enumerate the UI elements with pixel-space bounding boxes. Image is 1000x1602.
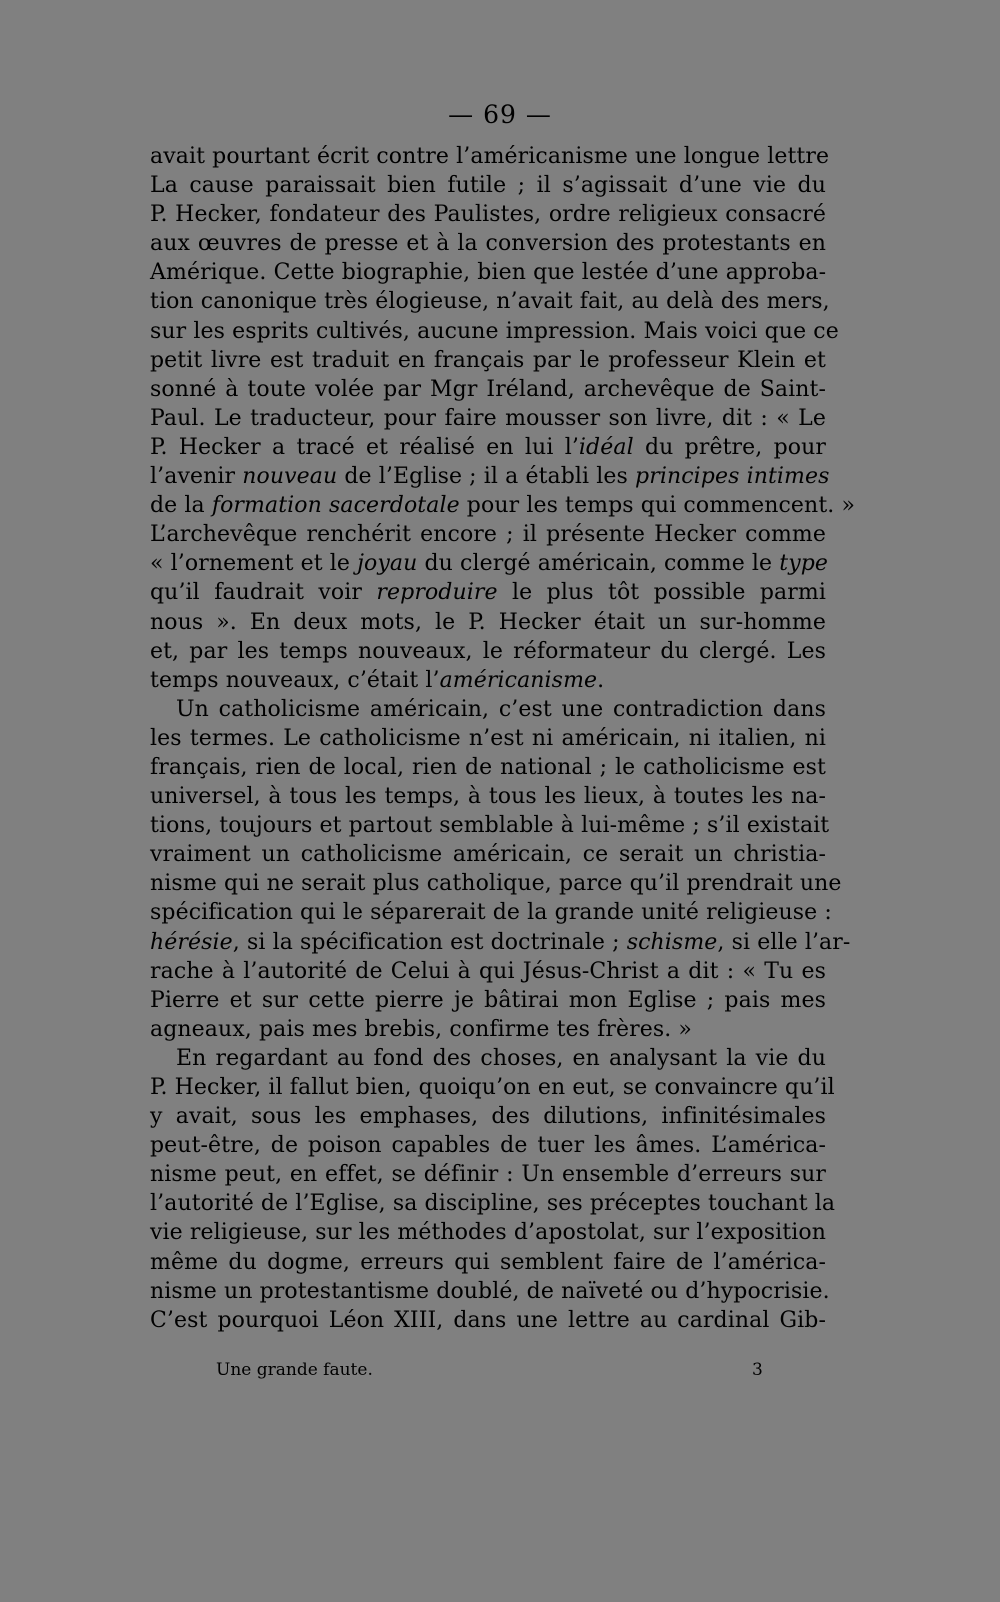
text-line: Amérique. Cette biographie, bien que lestée d’une approba-	[150, 260, 827, 286]
text-line: agneaux, pais mes brebis, confirme tes frères. »	[150, 1016, 692, 1042]
footer-sheet-number: 3	[752, 1360, 763, 1380]
text-line: vraiment un catholicisme américain, ce serait un christia-	[150, 842, 826, 868]
text-line: nisme un protestantisme doublé, de naïveté ou d’hypocrisie.	[150, 1278, 830, 1304]
text-line: universel, à tous les temps, à tous les lieux, à toutes les na-	[150, 784, 826, 810]
text-line: Pierre et sur cette pierre je bâtirai mon Eglise ; pais mes	[150, 987, 826, 1013]
text-line: Paul. Le traducteur, pour faire mousser son livre, dit : « Le	[150, 405, 826, 431]
text-line: P. Hecker, il fallut bien, quoiqu’on en eut, se convaincre qu’il	[150, 1075, 835, 1100]
text-line: rache à l’autorité de Celui à qui Jésus-Christ a dit : « Tu es	[150, 958, 826, 984]
text-line: C’est pourquoi Léon XIII, dans une lettre au cardinal Gib-	[150, 1307, 826, 1333]
text-line: La cause paraissait bien futile ; il s’agissait d’une vie du	[150, 173, 826, 199]
text-line: L’archevêque renchérit encore ; il présente Hecker comme	[150, 522, 826, 548]
text-line: nisme qui ne serait plus catholique, parce qu’il prendrait une	[150, 871, 842, 897]
text-line: hérésie, si la spécification est doctrinale ; schisme, si elle l’ar-	[150, 929, 851, 955]
text-line: français, rien de local, rien de national ; le catholicisme est	[150, 754, 826, 780]
text-line: Un catholicisme américain, c’est une contradiction dans	[176, 696, 826, 722]
text-line: qu’il faudrait voir reproduire le plus tôt possible parmi	[150, 580, 826, 606]
footer-signature: Une grande faute.	[216, 1360, 373, 1380]
text-line: temps nouveaux, c’était l’américanisme.	[150, 667, 605, 693]
text-line: même du dogme, erreurs qui semblent faire de l’américa-	[150, 1249, 826, 1275]
text-line: nous ». En deux mots, le P. Hecker était un sur-homme	[150, 609, 826, 635]
text-line: y avait, sous les emphases, des dilutions, infinitésimales	[150, 1104, 826, 1130]
text-line: peut-être, de poison capables de tuer les âmes. L’américa-	[150, 1133, 826, 1159]
text-line: et, par les temps nouveaux, le réformateur du clergé. Les	[150, 638, 826, 664]
text-line: sur les esprits cultivés, aucune impression. Mais voici que ce	[150, 318, 839, 344]
text-line: aux œuvres de presse et à la conversion des protestants en	[150, 231, 826, 257]
text-line: P. Hecker, fondateur des Paulistes, ordre religieux consacré	[150, 202, 826, 228]
text-line: nisme peut, en effet, se définir : Un ensemble d’erreurs sur	[150, 1162, 826, 1188]
text-line: de la formation sacerdotale pour les temps qui commencent. »	[150, 493, 856, 519]
text-line: vie religieuse, sur les méthodes d’apostolat, sur l’exposition	[150, 1220, 826, 1246]
text-line: avait pourtant écrit contre l’américanisme une longue lettre	[150, 144, 830, 169]
text-line: sonné à toute volée par Mgr Iréland, archevêque de Saint-	[150, 376, 826, 402]
text-line: tions, toujours et partout semblable à lui-même ; s’il existait	[150, 813, 830, 839]
page-number: — 69 —	[448, 100, 552, 129]
text-line: En regardant au fond des choses, en analysant la vie du	[176, 1045, 826, 1071]
body-text	[150, 142, 856, 1335]
text-line: « l’ornement et le joyau du clergé américain, comme le type	[150, 551, 829, 577]
text-line: l’autorité de l’Eglise, sa discipline, ses préceptes touchant la	[150, 1191, 836, 1217]
text-line: tion canonique très élogieuse, n’avait fait, au delà des mers,	[150, 289, 830, 315]
text-line: les termes. Le catholicisme n’est ni américain, ni italien, ni	[150, 725, 826, 751]
text-line: P. Hecker a tracé et réalisé en lui l’idéal du prêtre, pour	[150, 434, 826, 460]
text-line: petit livre est traduit en français par le professeur Klein et	[150, 347, 826, 373]
text-line: spécification qui le séparerait de la grande unité religieuse :	[150, 900, 832, 926]
text-line: l’avenir nouveau de l’Eglise ; il a établi les principes intimes	[150, 464, 830, 490]
